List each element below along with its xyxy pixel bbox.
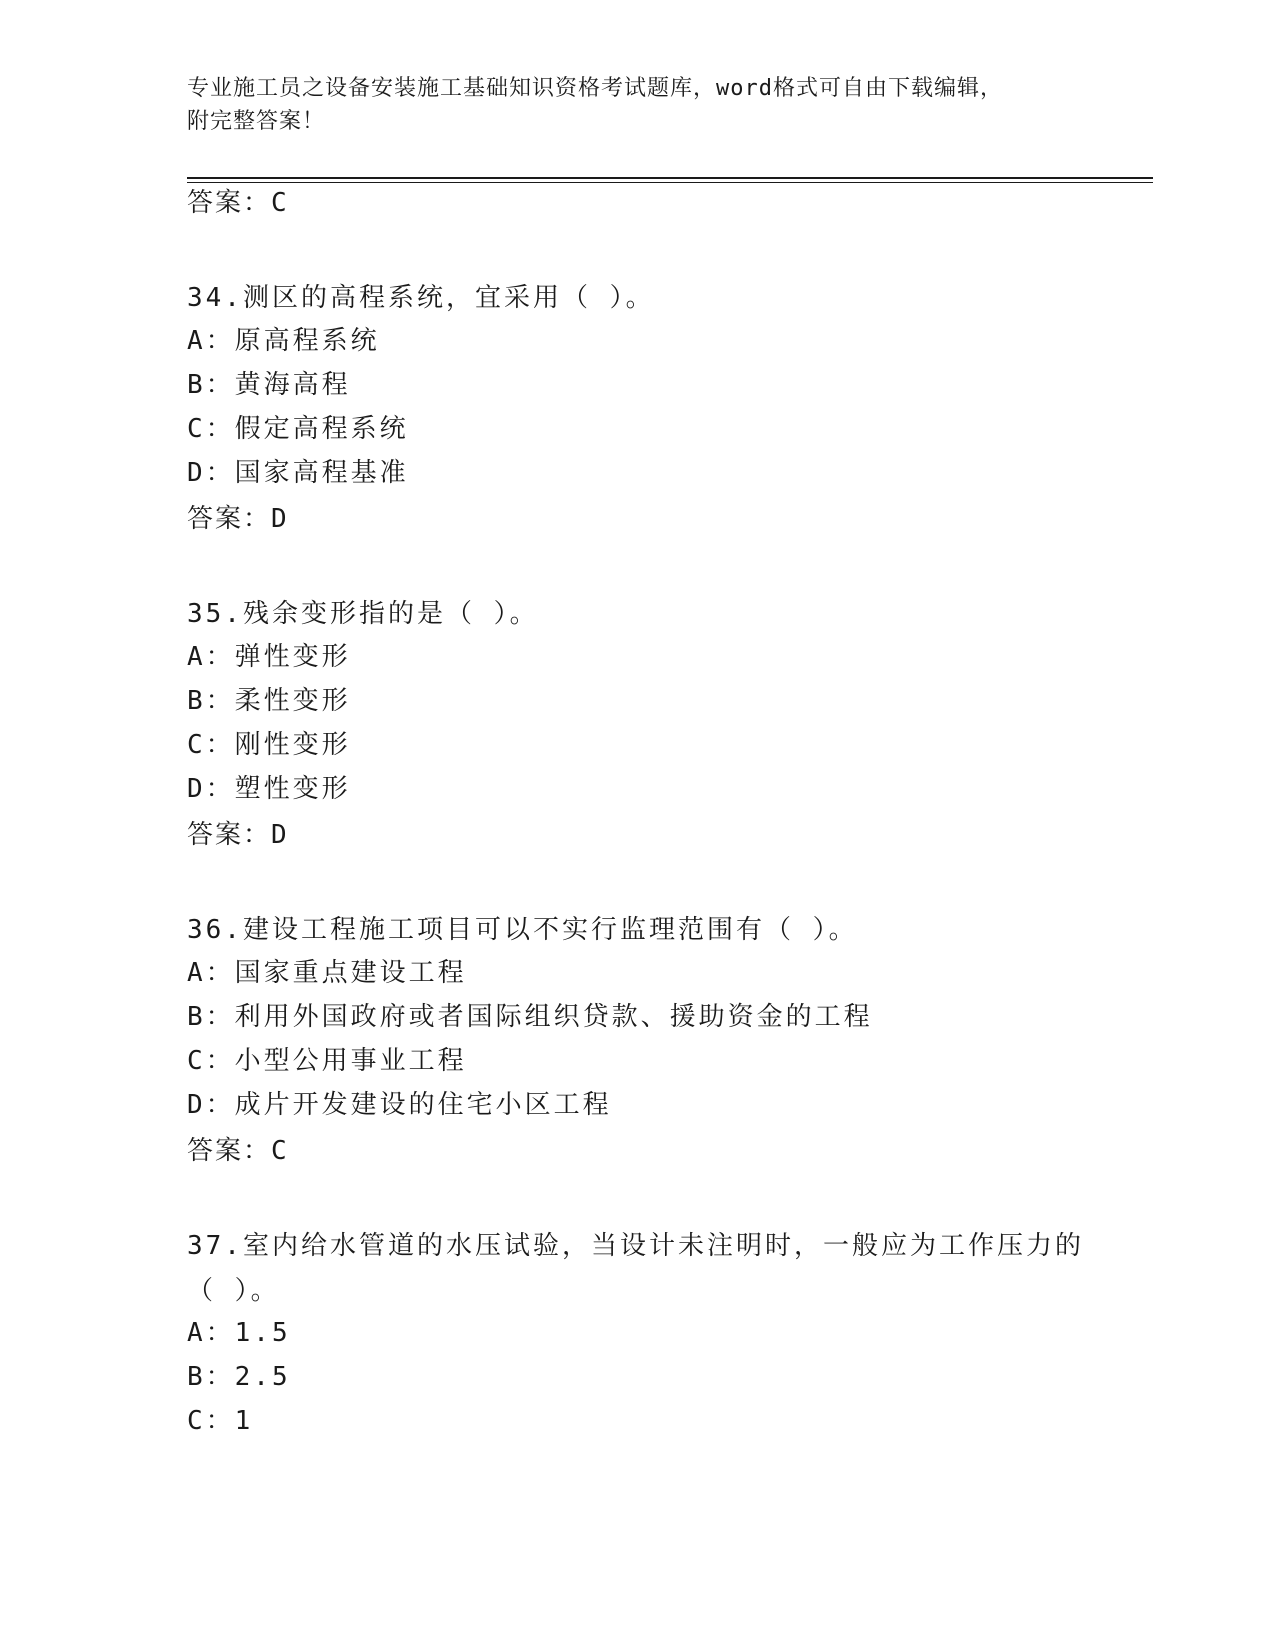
document-header (187, 72, 1087, 138)
option-c: C：小型公用事业工程 (187, 1046, 467, 1076)
answer-value: D (271, 820, 289, 850)
option-d: D：塑性变形 (187, 774, 351, 804)
answer-label: 答案： (187, 1136, 272, 1166)
header-line-1: 专业施工员之设备安装施工基础知识资格考试题库，word格式可自由下载编辑， (187, 76, 1003, 101)
option-b: B：利用外国政府或者国际组织贷款、援助资金的工程 (187, 1002, 873, 1032)
answer-label: 答案： (187, 504, 272, 534)
option-a: A：弹性变形 (187, 642, 351, 672)
option-c: C：假定高程系统 (187, 414, 409, 444)
answer-value: C (271, 188, 289, 218)
answer-line (187, 1134, 289, 1168)
option-c: C：1 (187, 1406, 254, 1436)
option-a: A：国家重点建设工程 (187, 958, 467, 988)
question-stem-line-2: （ ）。 (187, 1276, 280, 1306)
question-stem-line-1: 37.室内给水管道的水压试验，当设计未注明时，一般应为工作压力的 (187, 1231, 1084, 1261)
option-a: A：1.5 (187, 1318, 291, 1348)
option-b: B：黄海高程 (187, 370, 351, 400)
question-stem (187, 1224, 1087, 1314)
question-stem: 35.残余变形指的是（ ）。 (187, 599, 539, 629)
header-divider-thin (187, 182, 1153, 183)
answer-value: D (271, 504, 289, 534)
answer-label: 答案： (187, 188, 272, 218)
option-b: B：2.5 (187, 1362, 291, 1392)
answer-label: 答案： (187, 820, 272, 850)
answer-value: C (271, 1136, 289, 1166)
option-d: D：成片开发建设的住宅小区工程 (187, 1090, 612, 1120)
option-d: D：国家高程基准 (187, 458, 409, 488)
option-b: B：柔性变形 (187, 686, 351, 716)
answer-line (187, 186, 289, 220)
header-line-2: 附完整答案！ (187, 109, 326, 134)
header-divider-thick (187, 177, 1153, 179)
answer-line (187, 502, 289, 536)
answer-line (187, 818, 289, 852)
option-c: C：刚性变形 (187, 730, 351, 760)
option-a: A：原高程系统 (187, 326, 380, 356)
question-stem: 34.测区的高程系统，宜采用（ ）。 (187, 283, 655, 313)
question-stem: 36.建设工程施工项目可以不实行监理范围有（ ）。 (187, 915, 858, 945)
